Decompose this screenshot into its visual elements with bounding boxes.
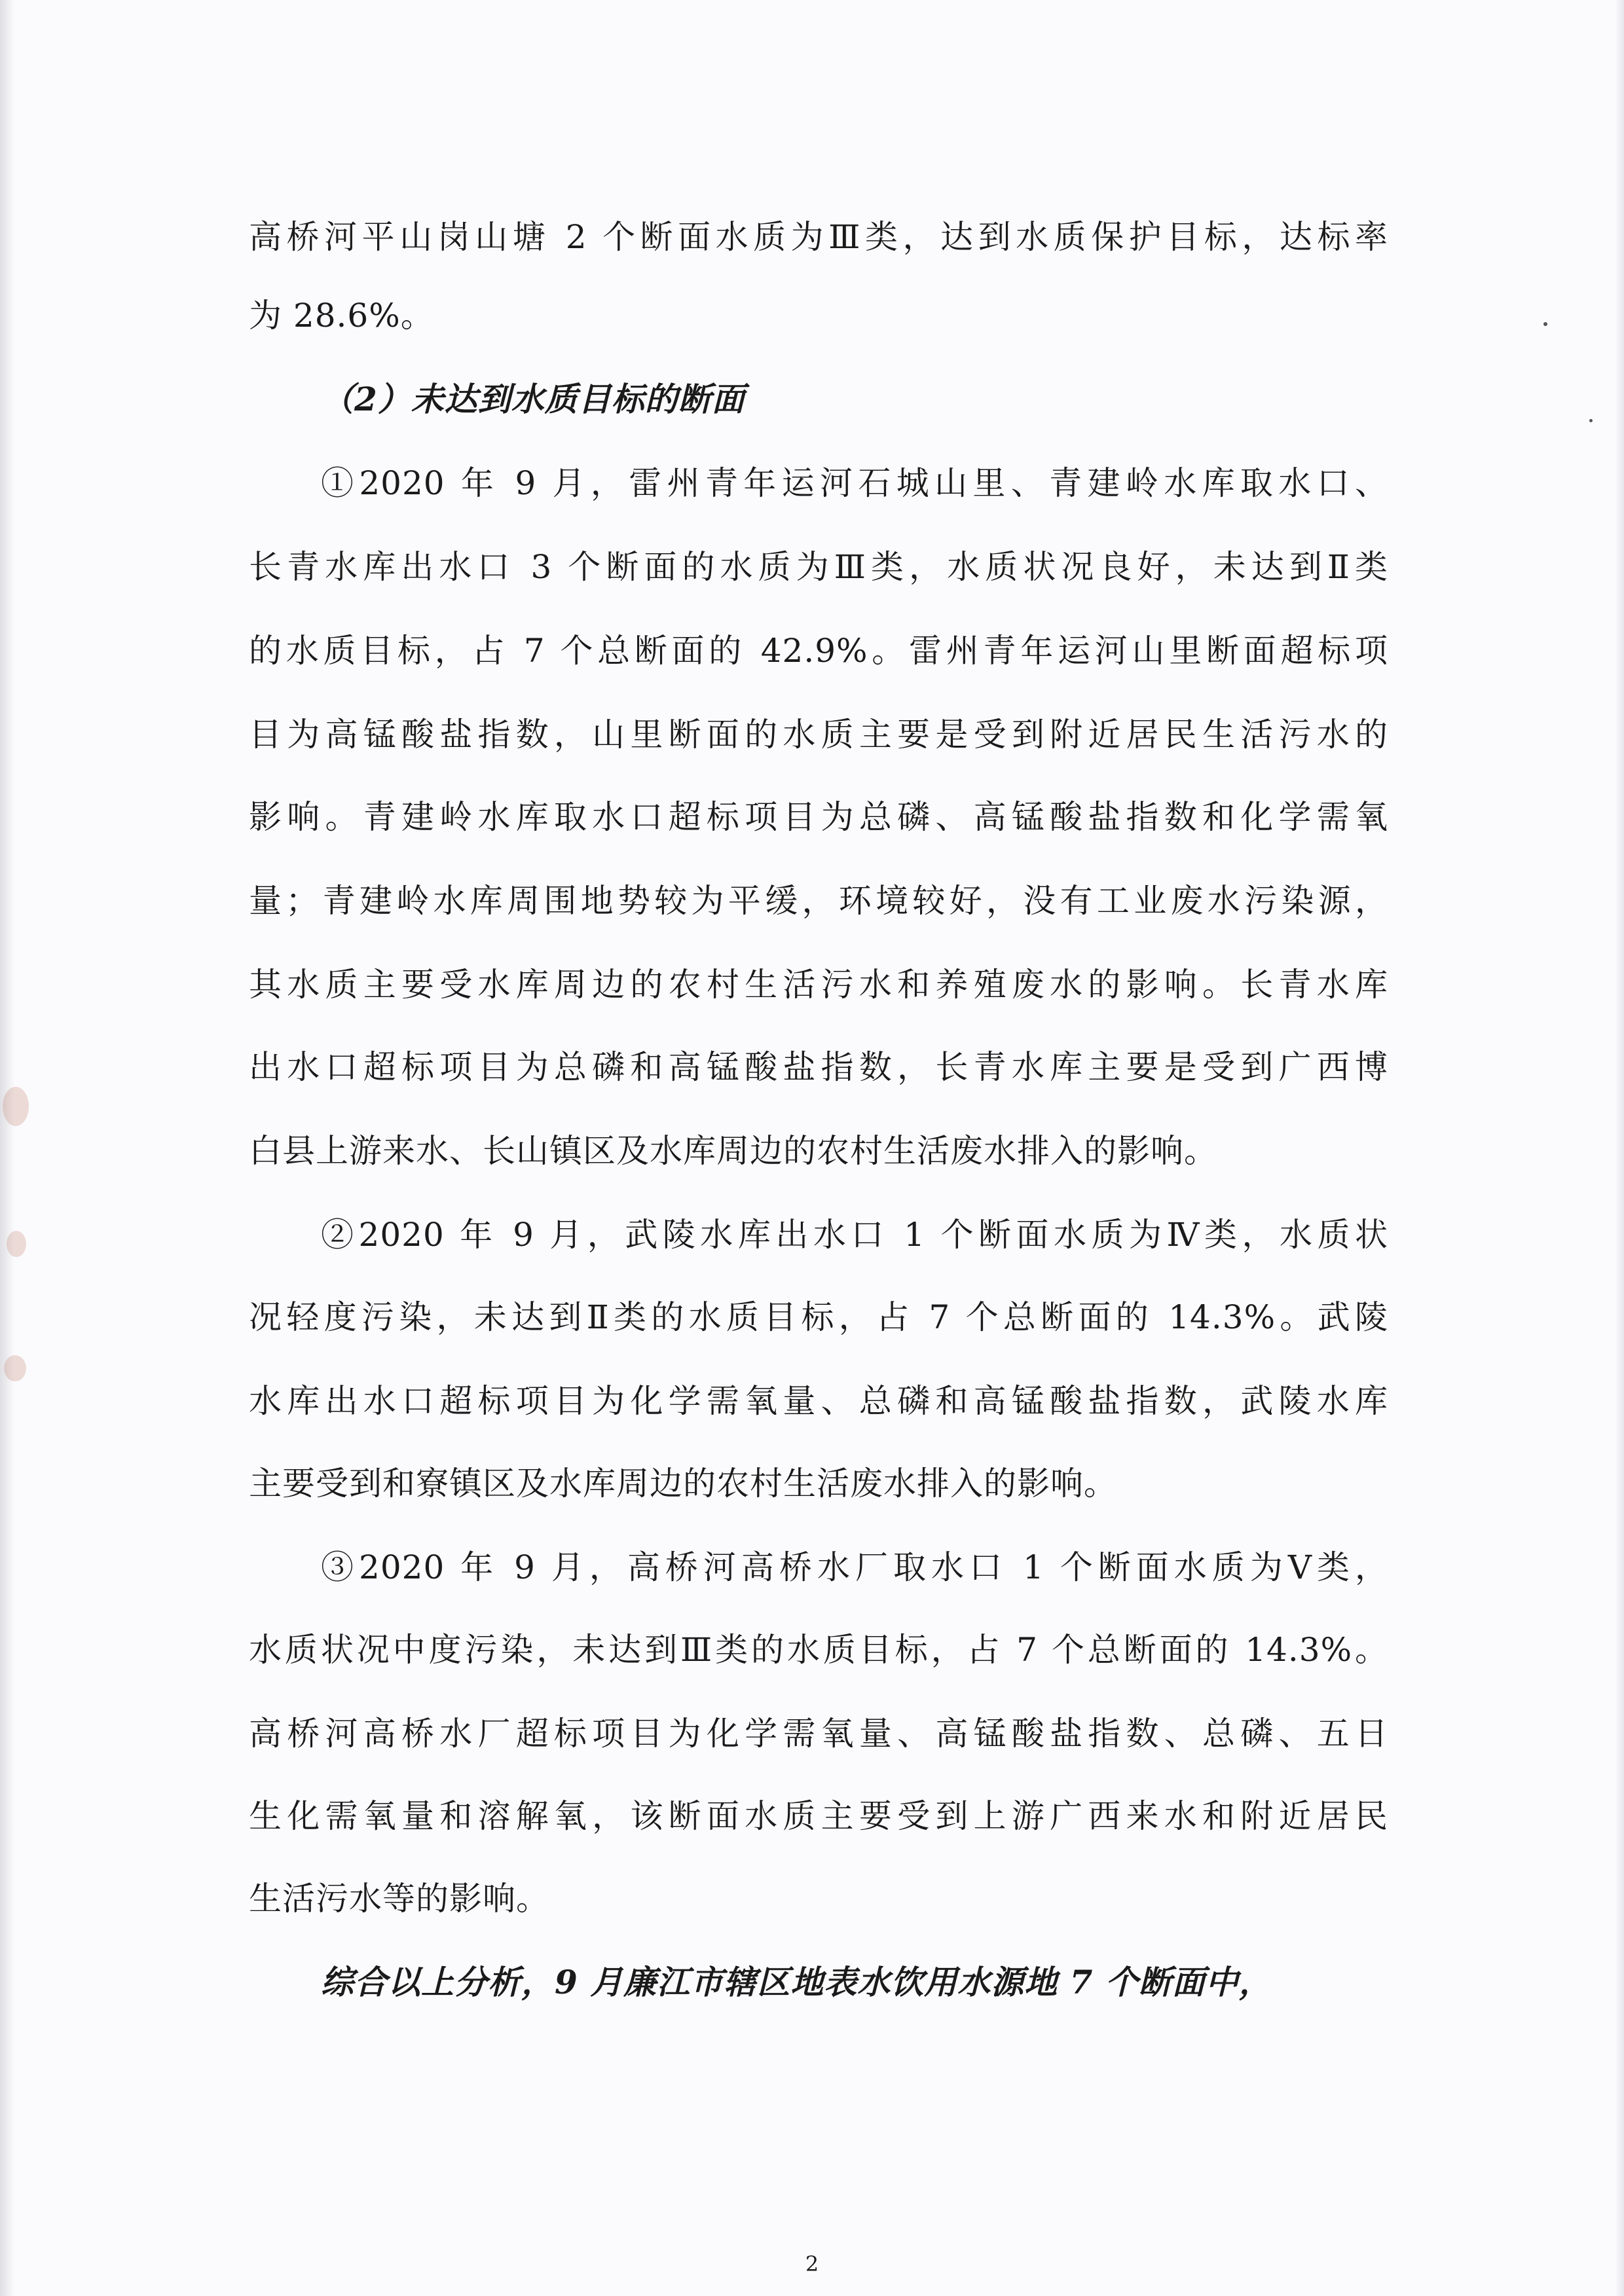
text-line: 影响。青建岭水库取水口超标项目为总磷、高锰酸盐指数和化学需氧 (249, 798, 1388, 836)
text-line: 量；青建岭水库周围地势较为平缓，环境较好，没有工业废水污染源， (249, 882, 1388, 920)
text-line: 生化需氧量和溶解氧，该断面水质主要受到上游广西来水和附近居民 (249, 1797, 1388, 1835)
section-heading: （2）未达到水质目标的断面 (321, 380, 745, 418)
text-line: 况轻度污染，未达到Ⅱ类的水质目标，占 7 个总断面的 14.3%。武陵 (249, 1298, 1388, 1336)
text-line: 为 28.6%。 (249, 297, 434, 335)
text-line: 白县上游来水、长山镇区及水库周边的农村生活废水排入的影响。 (249, 1132, 1217, 1170)
text-line: 主要受到和寮镇区及水库周边的农村生活废水排入的影响。 (249, 1465, 1117, 1503)
summary-line: 综合以上分析，9 月廉江市辖区地表水饮用水源地 7 个断面中， (321, 1963, 1272, 2001)
text-line: 生活污水等的影响。 (249, 1880, 549, 1918)
scan-left-edge-shadow (0, 0, 14, 2296)
text-line: 水质状况中度污染，未达到Ⅲ类的水质目标，占 7 个总断面的 14.3%。 (249, 1631, 1388, 1669)
scan-stain (3, 1087, 29, 1126)
scan-speck (1589, 419, 1593, 422)
text-line: 目为高锰酸盐指数，山里断面的水质主要是受到附近居民生活污水的 (249, 716, 1388, 754)
text-line: ①2020 年 9 月，雷州青年运河石城山里、青建岭水库取水口、 (321, 464, 1388, 502)
scan-right-edge-shadow (1615, 0, 1624, 2296)
scan-stain (7, 1231, 26, 1257)
text-line: 高桥河平山岗山塘 2 个断面水质为Ⅲ类，达到水质保护目标，达标率 (249, 218, 1388, 256)
text-line: ③2020 年 9 月，高桥河高桥水厂取水口 1 个断面水质为Ⅴ类， (321, 1548, 1388, 1586)
text-line: 其水质主要受水库周边的农村生活污水和养殖废水的影响。长青水库 (249, 966, 1388, 1004)
page-number: 2 (805, 2251, 819, 2276)
text-line: 高桥河高桥水厂超标项目为化学需氧量、高锰酸盐指数、总磷、五日 (249, 1715, 1388, 1753)
text-line: 的水质目标，占 7 个总断面的 42.9%。雷州青年运河山里断面超标项 (249, 632, 1388, 670)
text-line: 水库出水口超标项目为化学需氧量、总磷和高锰酸盐指数，武陵水库 (249, 1382, 1388, 1420)
scan-stain (4, 1355, 26, 1381)
scan-speck (1543, 322, 1547, 326)
text-line: ②2020 年 9 月，武陵水库出水口 1 个断面水质为Ⅳ类，水质状 (321, 1216, 1388, 1254)
text-line: 出水口超标项目为总磷和高锰酸盐指数，长青水库主要是受到广西博 (249, 1048, 1388, 1086)
text-line: 长青水库出水口 3 个断面的水质为Ⅲ类，水质状况良好，未达到Ⅱ类 (249, 548, 1388, 586)
